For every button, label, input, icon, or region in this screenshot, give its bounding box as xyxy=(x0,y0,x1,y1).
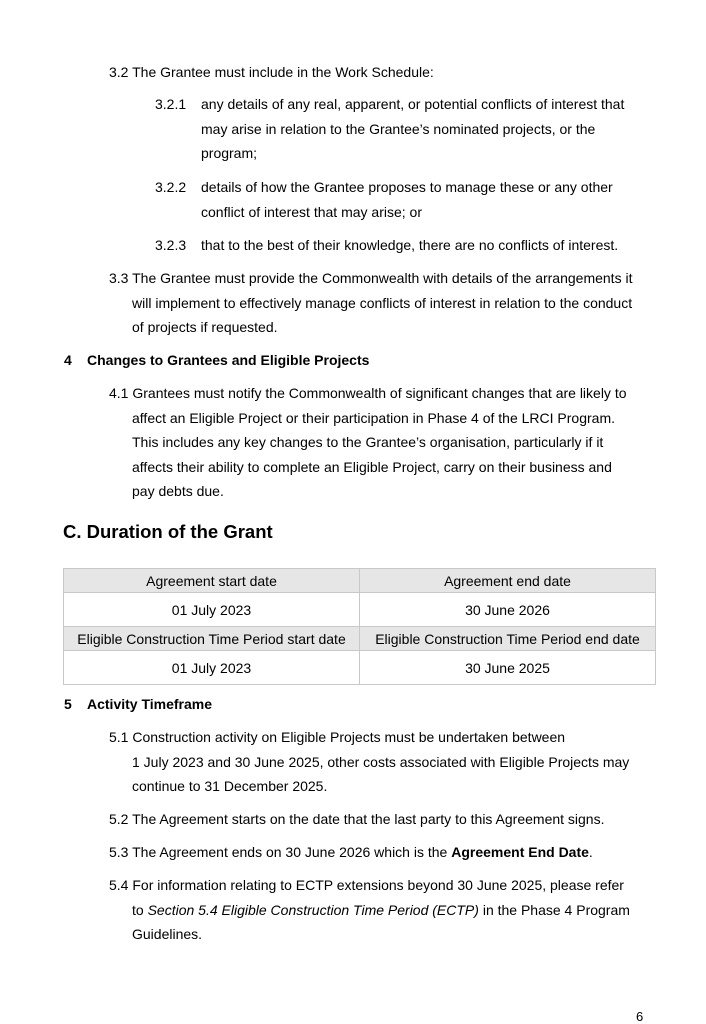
table-header-row xyxy=(64,569,656,593)
clause-line: Guidelines. xyxy=(132,926,203,942)
clause-line: pay debts due. xyxy=(132,483,224,499)
clause-line xyxy=(109,898,669,923)
clause-number: 3.3 xyxy=(109,270,129,286)
clause-line: continue to 31 December 2025. xyxy=(132,778,328,794)
section-heading-4 xyxy=(64,348,369,373)
heading-text: Activity Timeframe xyxy=(87,696,213,712)
clause-line: will implement to effectively manage conflicts of interest in relation to the conduct xyxy=(132,294,633,311)
defined-term: Agreement End Date xyxy=(451,844,589,860)
clause-text: to xyxy=(132,901,148,918)
table-cell: 01 July 2023 xyxy=(64,593,360,627)
clause-text: The Agreement starts on the date that the last party to this Agreement signs. xyxy=(132,811,605,827)
subclause-number: 3.2.2 xyxy=(155,179,187,195)
page-number: 6 xyxy=(636,1009,644,1024)
clause-text: The Agreement ends on 30 June 2026 which is the xyxy=(132,844,452,860)
subclause-line: that to the best of their knowledge, there are no conflicts of interest. xyxy=(201,237,619,253)
clause-line: Grantees must notify the Commonwealth of significant changes that are likely to xyxy=(132,385,627,401)
clause-5-1 xyxy=(109,725,669,799)
clause-number: 5.1 xyxy=(109,729,129,745)
clause-text: . xyxy=(588,844,593,860)
clause-3-3 xyxy=(109,266,669,340)
clause-line: The Grantee must provide the Commonwealth with details of the arrangements it xyxy=(132,270,633,286)
table-header-cell: Eligible Construction Time Period end date xyxy=(360,627,656,651)
subclause-number: 3.2.1 xyxy=(155,96,187,112)
clause-line: Construction activity on Eligible Projects must be undertaken between xyxy=(132,729,566,745)
section-title: C. Duration of the Grant xyxy=(63,521,273,542)
table-header-cell: Agreement end date xyxy=(360,569,656,593)
clause-text: in the Phase 4 Program xyxy=(478,901,630,918)
table-header-row xyxy=(64,627,656,651)
subclause-line: conflict of interest that may arise; or xyxy=(201,203,422,220)
clause-number: 5.2 xyxy=(109,811,129,827)
heading-number: 4 xyxy=(64,352,72,368)
heading-text: Changes to Grantees and Eligible Projects xyxy=(87,352,370,368)
guideline-reference: Section 5.4 Eligible Construction Time Period (ECTP) xyxy=(147,901,479,918)
table-header-cell: Agreement start date xyxy=(64,569,360,593)
clause-5-4 xyxy=(109,873,669,947)
clause-number: 5.4 xyxy=(109,877,129,893)
table-header-cell: Eligible Construction Time Period start date xyxy=(64,627,360,651)
clause-5-2 xyxy=(109,807,669,832)
subclause-3-2-3 xyxy=(155,233,631,258)
subclause-3-2-1 xyxy=(155,92,631,166)
table-cell: 30 June 2026 xyxy=(360,593,656,627)
clause-line: 1 July 2023 and 30 June 2025, other costs associated with Eligible Projects may xyxy=(132,753,630,770)
table-row xyxy=(64,593,656,627)
clause-number: 5.3 xyxy=(109,844,129,860)
table-cell: 01 July 2023 xyxy=(64,651,360,685)
clause-line: affect an Eligible Project or their participation in Phase 4 of the LRCI Program. xyxy=(132,409,615,426)
subclause-line: details of how the Grantee proposes to manage these or any other xyxy=(201,179,613,195)
subclause-line: may arise in relation to the Grantee’s nominated projects, or the xyxy=(201,120,596,137)
subclause-3-2-2 xyxy=(155,175,631,224)
section-heading-5 xyxy=(64,692,212,717)
clause-4-1 xyxy=(109,381,669,504)
clause-text: The Grantee must include in the Work Schedule: xyxy=(132,64,434,80)
clause-line: This includes any key changes to the Grantee’s organisation, particularly if it xyxy=(132,434,604,450)
clause-number: 4.1 xyxy=(109,385,129,401)
clause-line: of projects if requested. xyxy=(132,319,278,335)
heading-number: 5 xyxy=(64,696,72,712)
clause-line: For information relating to ECTP extensions beyond 30 June 2025, please refer xyxy=(132,877,624,893)
duration-table xyxy=(63,568,656,685)
clause-line: affects their ability to complete an Eligible Project, carry on their business and xyxy=(132,458,612,475)
table-cell: 30 June 2025 xyxy=(360,651,656,685)
subclause-line: program; xyxy=(201,145,258,161)
clause-number: 3.2 xyxy=(109,64,129,80)
clause-5-3 xyxy=(109,840,669,865)
subclause-line: any details of any real, apparent, or potential conflicts of interest that xyxy=(201,96,625,112)
table-row xyxy=(64,651,656,685)
clause-3-2 xyxy=(109,60,434,85)
subclause-number: 3.2.3 xyxy=(155,237,187,253)
